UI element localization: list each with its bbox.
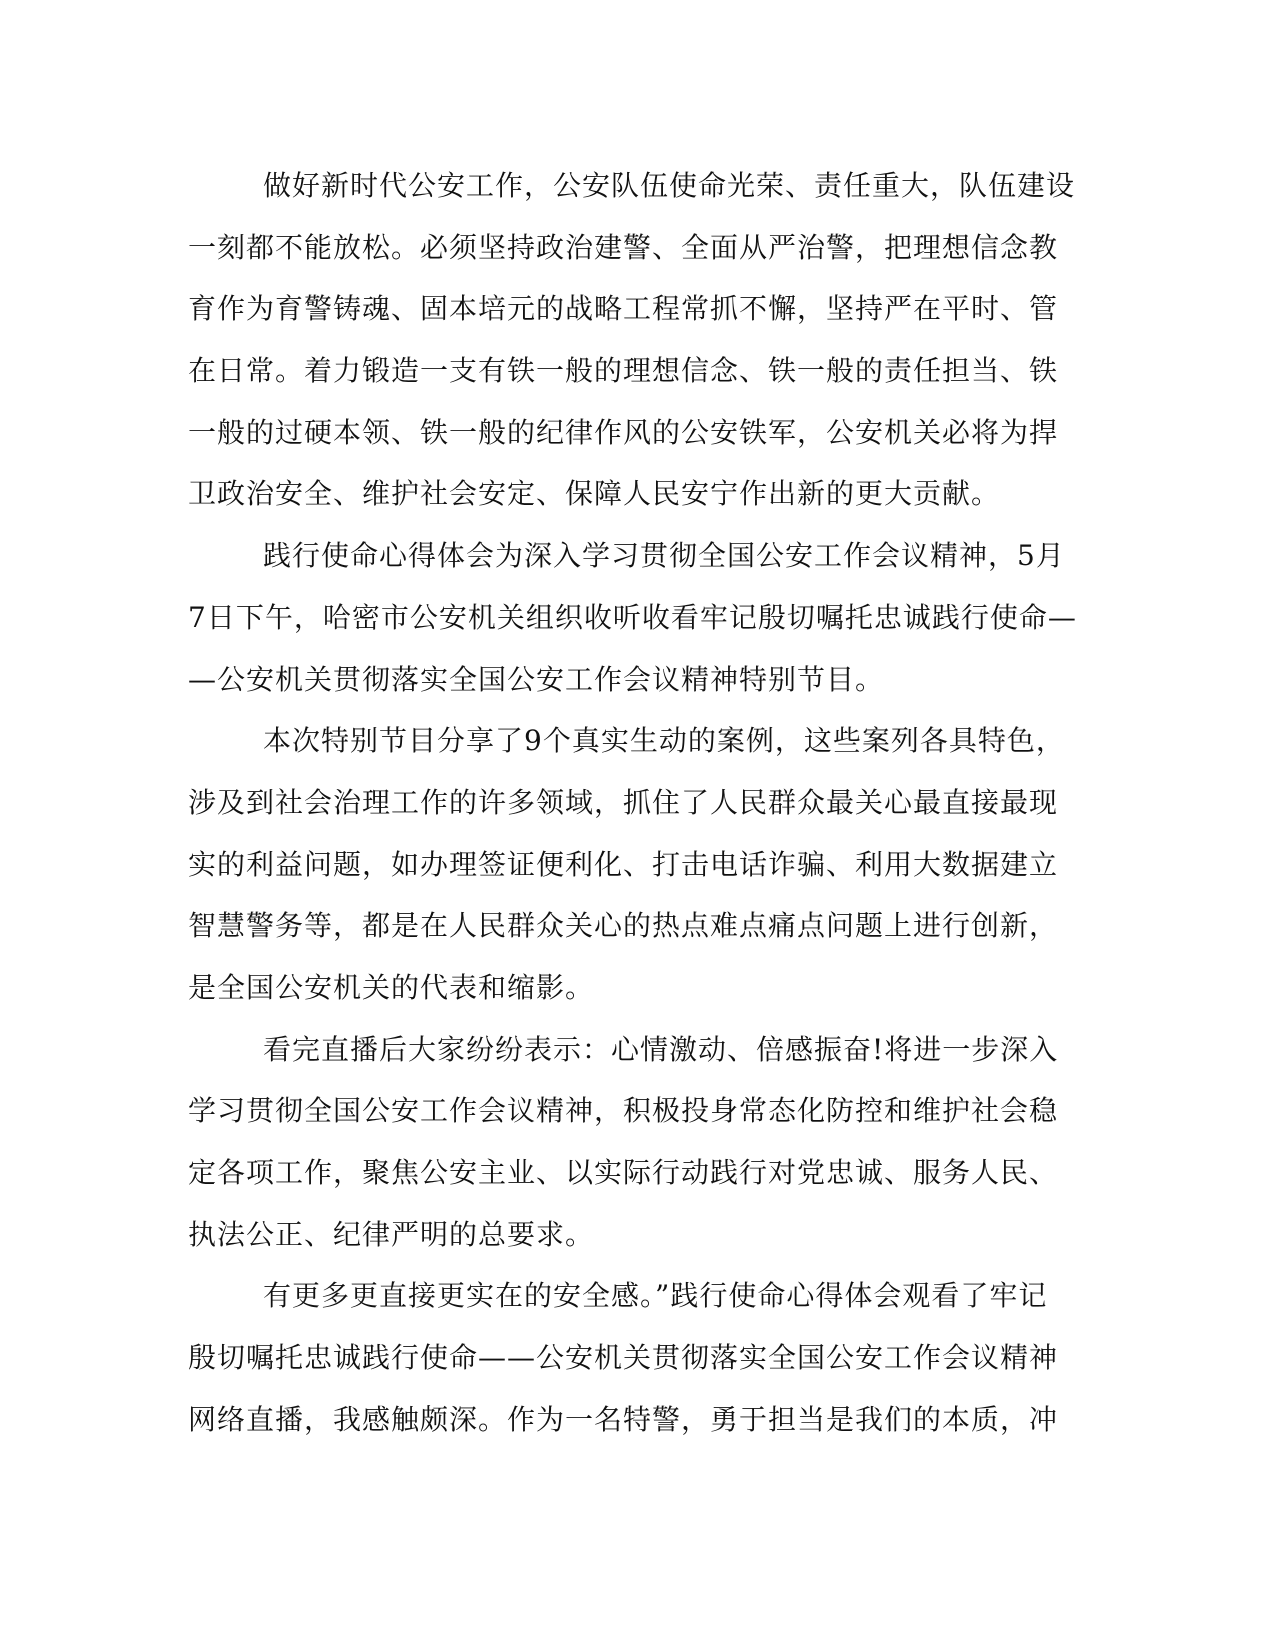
paragraph-line: 智慧警务等，都是在人民群众关心的热点难点痛点问题上进行创新，: [188, 909, 1059, 943]
paragraph-line: 定各项工作，聚焦公安主业、以实际行动践行对党忠诚、服务人民、: [188, 1156, 1059, 1189]
document-body: [188, 155, 1077, 1450]
paragraph-4: [188, 1019, 1068, 1266]
paragraph-line: 实的利益问题，如办理签证便利化、打击电话诈骗、利用大数据建立: [188, 847, 1059, 881]
paragraph-3: [188, 710, 1068, 1018]
paragraph-line: 一般的过硬本领、铁一般的纪律作风的公安铁军，公安机关必将为捍: [188, 415, 1059, 449]
paragraph-line: 殷切嘱托忠诚践行使命——公安机关贯彻落实全国公安工作会议精神: [188, 1341, 1059, 1375]
paragraph-line: 在日常。着力锻造一支有铁一般的理想信念、铁一般的责任担当、铁: [188, 354, 1059, 388]
paragraph-line: 网络直播，我感触颇深。作为一名特警，勇于担当是我们的本质，冲: [188, 1402, 1059, 1436]
paragraph-line: 本次特别节目分享了9个真实生动的案例，这些案列各具特色，: [263, 724, 1065, 758]
paragraph-line: 育作为育警铸魂、固本培元的战略工程常抓不懈，坚持严在平时、管: [188, 292, 1059, 326]
paragraph-line: 做好新时代公安工作，公安队伍使命光荣、责任重大，队伍建设: [263, 169, 1076, 202]
paragraph-1: [188, 155, 1076, 525]
paragraph-line: 有更多更直接更实在的安全感。”践行使命心得体会观看了牢记: [263, 1279, 1048, 1313]
paragraph-line: 践行使命心得体会为深入学习贯彻全国公安工作会议精神，5月: [263, 539, 1065, 573]
paragraph-2: [188, 525, 1077, 710]
paragraph-line: —公安机关贯彻落实全国公安工作会议精神特别节目。: [188, 662, 885, 696]
paragraph-line: 涉及到社会治理工作的许多领域，抓住了人民群众最关心最直接最现: [188, 785, 1059, 819]
paragraph-line: 卫政治安全、维护社会安定、保障人民安宁作出新的更大贡献。: [188, 477, 1001, 511]
paragraph-line: 看完直播后大家纷纷表示：心情激动、倍感振奋!将进一步深入: [263, 1032, 1059, 1066]
paragraph-line: 是全国公安机关的代表和缩影。: [188, 970, 595, 1004]
paragraph-line: 一刻都不能放松。必须坚持政治建警、全面从严治警，把理想信念教: [188, 230, 1059, 264]
paragraph-line: 执法公正、纪律严明的总要求。: [188, 1217, 595, 1251]
paragraph-line: 7日下午，哈密市公安机关组织收听收看牢记殷切嘱托忠诚践行使命—: [188, 600, 1077, 634]
paragraph-line: 学习贯彻全国公安工作会议精神，积极投身常态化防控和维护社会稳: [188, 1094, 1059, 1128]
paragraph-5: [188, 1265, 1068, 1450]
